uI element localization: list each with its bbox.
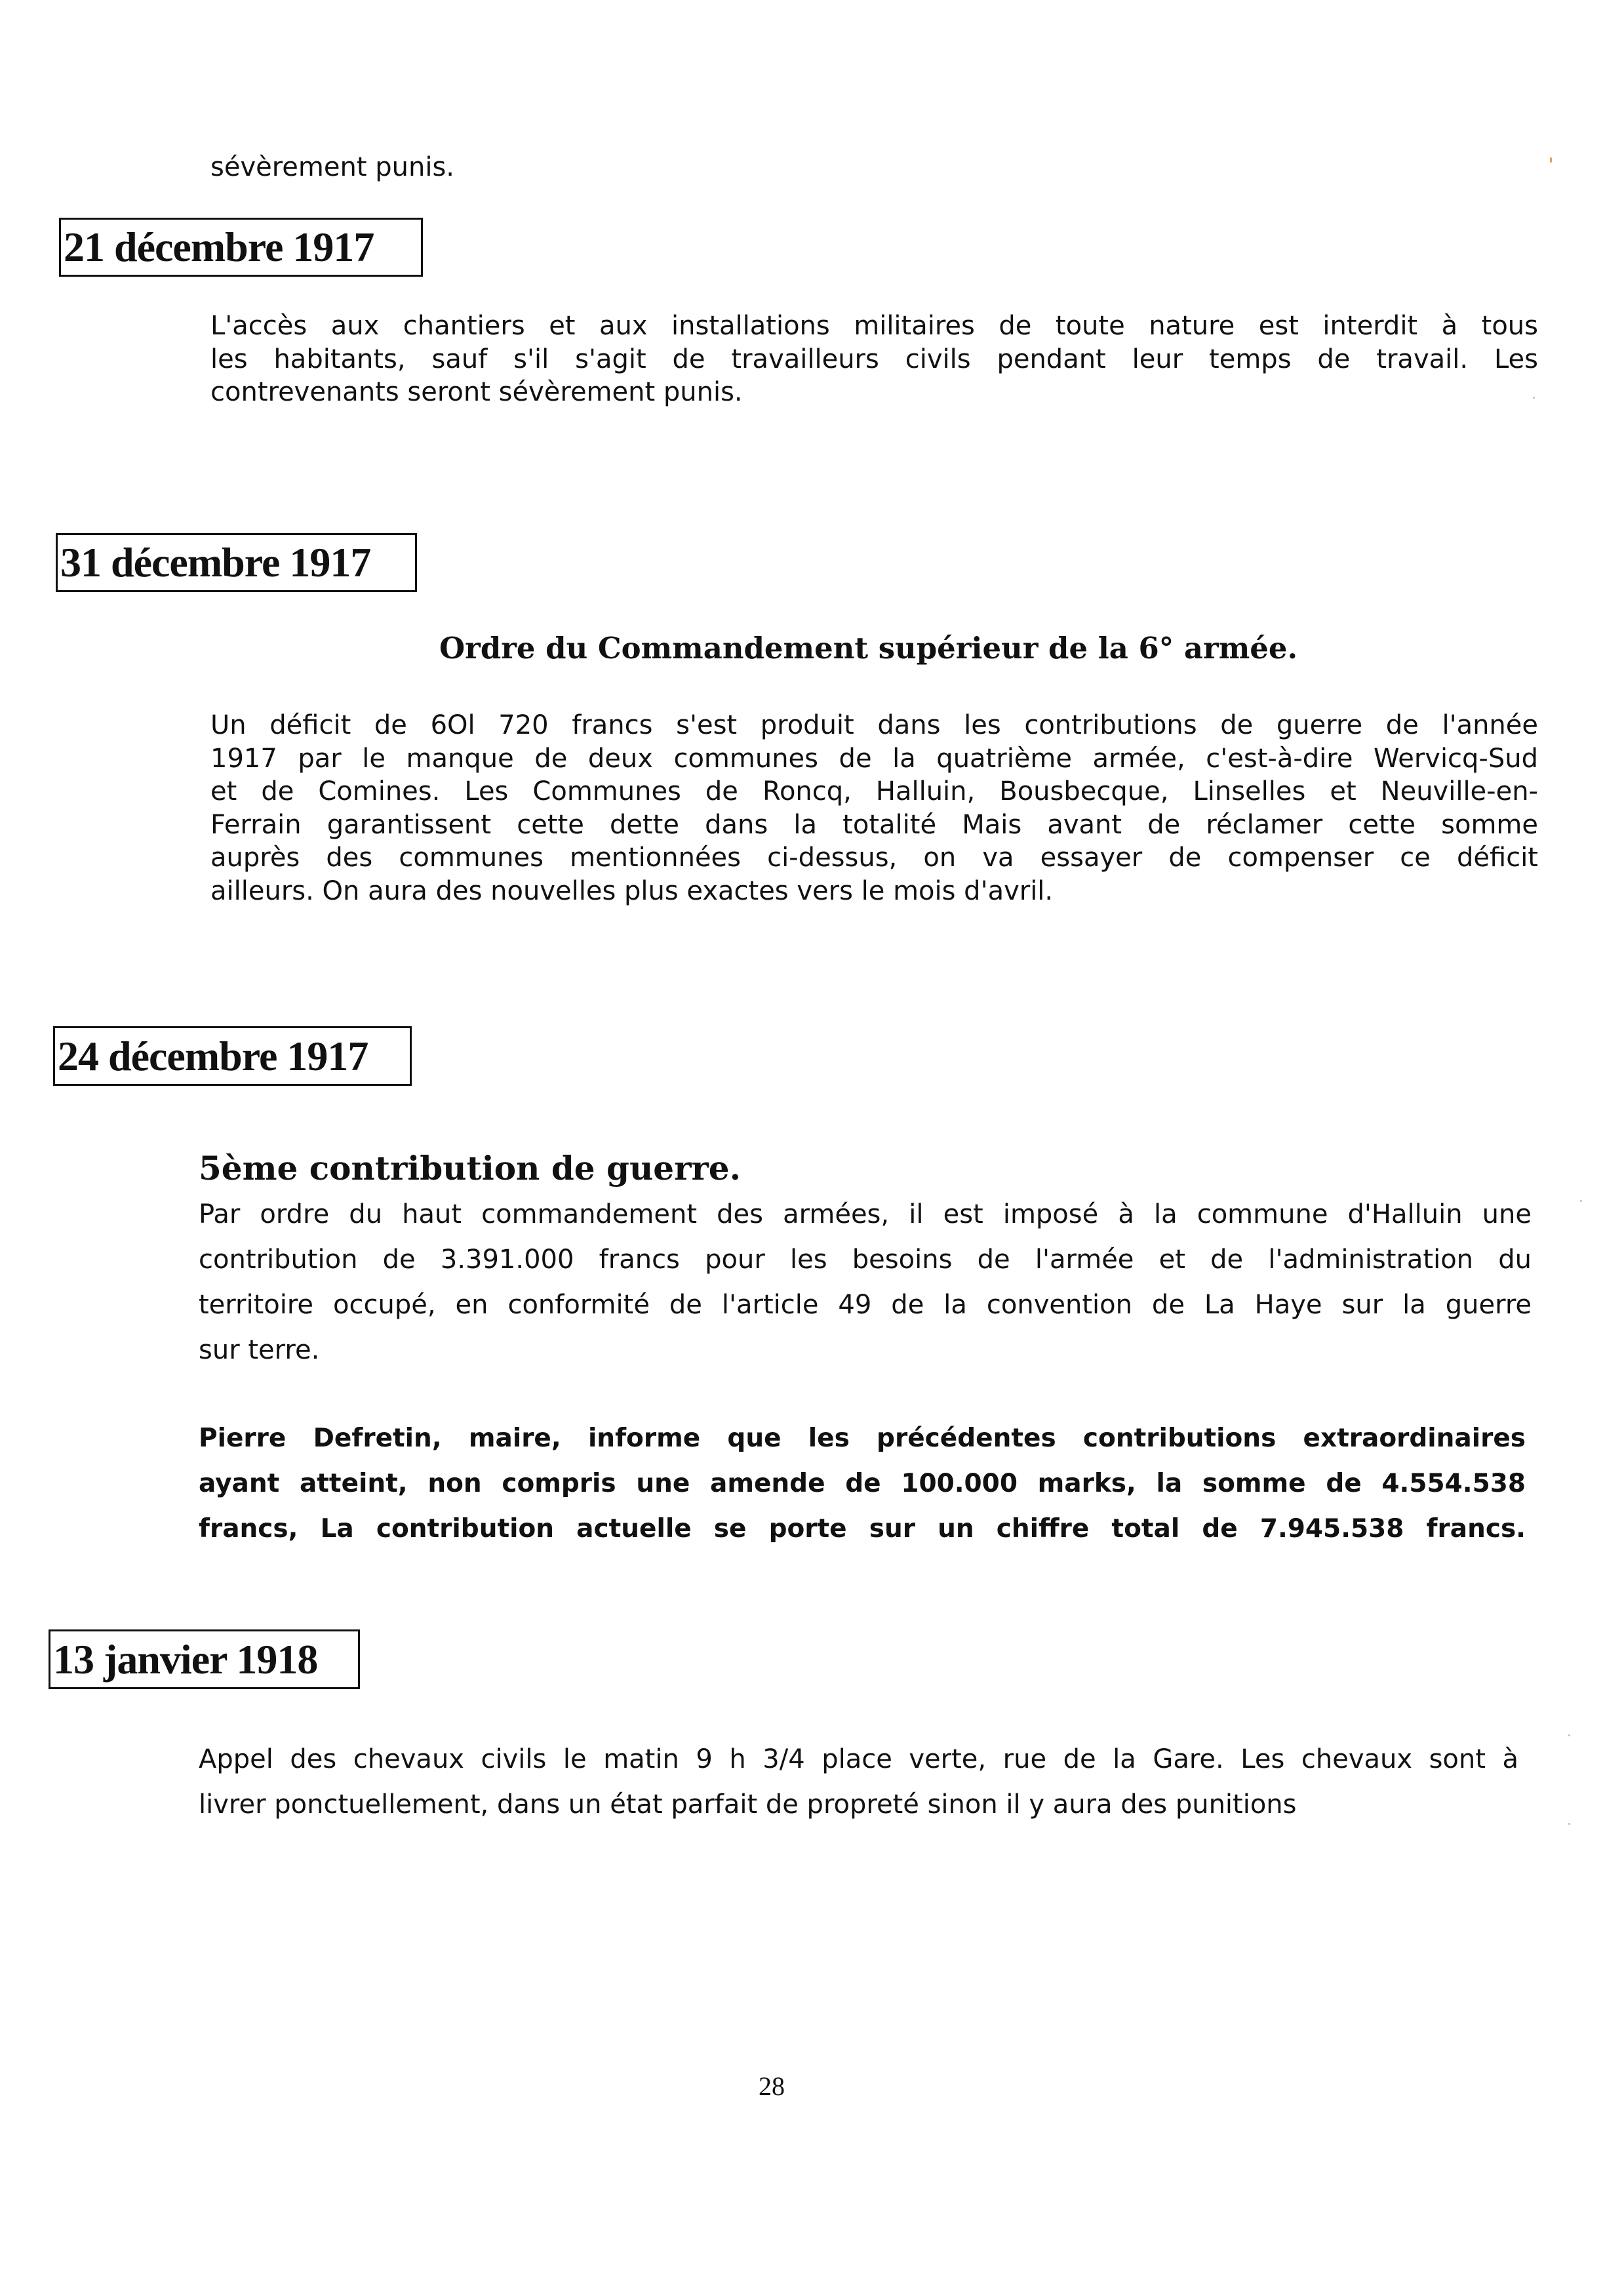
page-number: 28 (759, 2071, 785, 2101)
paragraph-24-decembre (199, 1192, 1532, 1373)
text-line: territoire occupé, en conformité de l'article 49 de la convention de La Haye sur la guerre (199, 1290, 1532, 1320)
text-line: 1917 par le manque de deux communes de la quatrième armée, c'est-à-dire Wervicq-Sud (210, 743, 1538, 774)
text-line: L'accès aux chantiers et aux installations militaires de toute nature est interdit à tous (210, 311, 1538, 341)
text-line: Ferrain garantissent cette dette dans la totalité Mais avant de réclamer cette somme (210, 809, 1538, 840)
date-heading-21-decembre-1917: 21 décembre 1917 (59, 218, 423, 277)
text-line: ayant atteint, non compris une amende de 100.000 marks, la somme de 4.554.538 (199, 1469, 1526, 1498)
text-line: livrer ponctuellement, dans un état parfait de propreté sinon il y aura des punitions (199, 1789, 1297, 1820)
text-line: contribution de 3.391.000 francs pour les besoins de l'armée et de l'administration du (199, 1245, 1532, 1275)
text-line: sur terre. (199, 1335, 320, 1365)
paragraph-31-decembre (210, 709, 1538, 908)
section-heading-ordre: Ordre du Commandement supérieur de la 6° armée. (439, 631, 1298, 666)
continuation-text: sévèrement punis. (210, 152, 454, 182)
date-heading-24-decembre-1917: 24 décembre 1917 (53, 1026, 412, 1086)
date-heading-13-janvier-1918: 13 janvier 1918 (49, 1629, 360, 1689)
date-heading-31-decembre-1917: 31 décembre 1917 (56, 533, 417, 592)
scan-speck (1580, 1200, 1582, 1202)
text-line: et de Comines. Les Communes de Roncq, Halluin, Bousbecque, Linselles et Neuville-en- (210, 776, 1538, 807)
text-line: francs, La contribution actuelle se porte sur un chiffre total de 7.945.538 francs. (199, 1514, 1526, 1544)
paragraph-13-janvier (199, 1737, 1518, 1827)
paragraph-maire-notice (199, 1416, 1526, 1551)
text-line: les habitants, sauf s'il s'agit de travailleurs civils pendant leur temps de travail. Les (210, 344, 1538, 374)
scan-speck (1568, 1734, 1570, 1736)
text-line: Par ordre du haut commandement des armées, il est imposé à la commune d'Halluin une (199, 1199, 1532, 1229)
paragraph-21-decembre (210, 309, 1538, 409)
text-line: Appel des chevaux civils le matin 9 h 3/4 place verte, rue de la Gare. Les chevaux sont à (199, 1744, 1518, 1774)
scan-speck (1568, 1823, 1570, 1825)
text-line: Un déficit de 6Ol 720 francs s'est produit dans les contributions de guerre de l'année (210, 710, 1538, 740)
text-line: ailleurs. On aura des nouvelles plus exactes vers le mois d'avril. (210, 875, 1054, 906)
text-line: auprès des communes mentionnées ci-dessus, on va essayer de compenser ce déficit (210, 843, 1538, 873)
section-heading-contribution: 5ème contribution de guerre. (199, 1149, 742, 1187)
scan-speck (1550, 157, 1552, 163)
text-line: contrevenants seront sévèrement punis. (210, 377, 743, 407)
text-line: Pierre Defretin, maire, informe que les précédentes contributions extraordinaires (199, 1424, 1526, 1453)
scan-speck (1533, 397, 1535, 399)
